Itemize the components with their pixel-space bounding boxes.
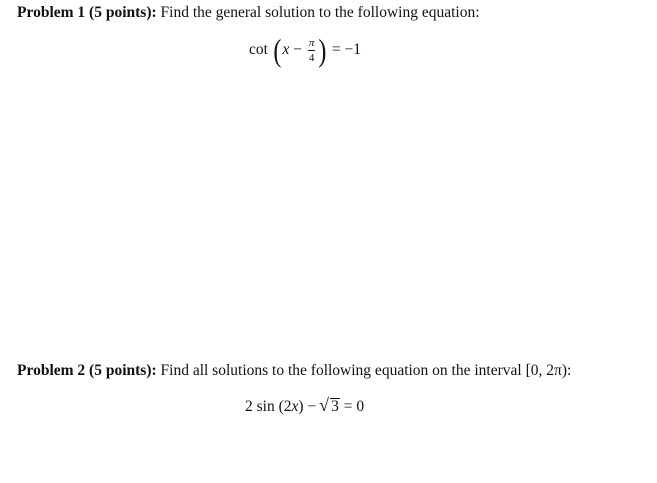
problem-1 xyxy=(17,3,647,23)
eq2-arg-close: ) xyxy=(298,398,304,415)
eq1-var: x xyxy=(282,41,290,58)
eq2-rhs: = 0 xyxy=(343,398,365,415)
eq1-func: cot xyxy=(249,41,268,58)
eq1-open-paren: ( xyxy=(273,32,282,68)
eq2-arg-open: (2 xyxy=(278,398,292,415)
problem-1-equation xyxy=(249,34,361,74)
problem-2 xyxy=(17,361,609,381)
eq2-coef: 2 xyxy=(245,398,253,415)
eq2-radical-sign: √ xyxy=(319,395,329,415)
eq2-radicand: 3 xyxy=(331,398,339,415)
eq1-rhs: = −1 xyxy=(331,41,362,58)
problem-2-heading: Problem 2 (5 points): xyxy=(17,362,157,379)
eq1-frac-denominator: 4 xyxy=(308,51,315,64)
eq2-func: sin xyxy=(256,398,275,415)
eq1-minus: − xyxy=(293,41,302,58)
eq1-close-paren: ) xyxy=(318,32,327,68)
problem-1-heading: Problem 1 (5 points): xyxy=(17,4,157,21)
eq2-arg-var: x xyxy=(291,398,299,415)
problem-2-text: Find all solutions to the following equation on the interval [0, 2π): xyxy=(160,362,572,379)
problem-2-equation xyxy=(245,395,365,416)
eq1-fraction xyxy=(308,37,316,64)
problem-1-text: Find the general solution to the following equation: xyxy=(160,4,480,21)
eq2-minus: − xyxy=(307,398,317,415)
eq2-sqrt xyxy=(319,395,340,416)
eq1-frac-numerator: π xyxy=(308,36,315,49)
